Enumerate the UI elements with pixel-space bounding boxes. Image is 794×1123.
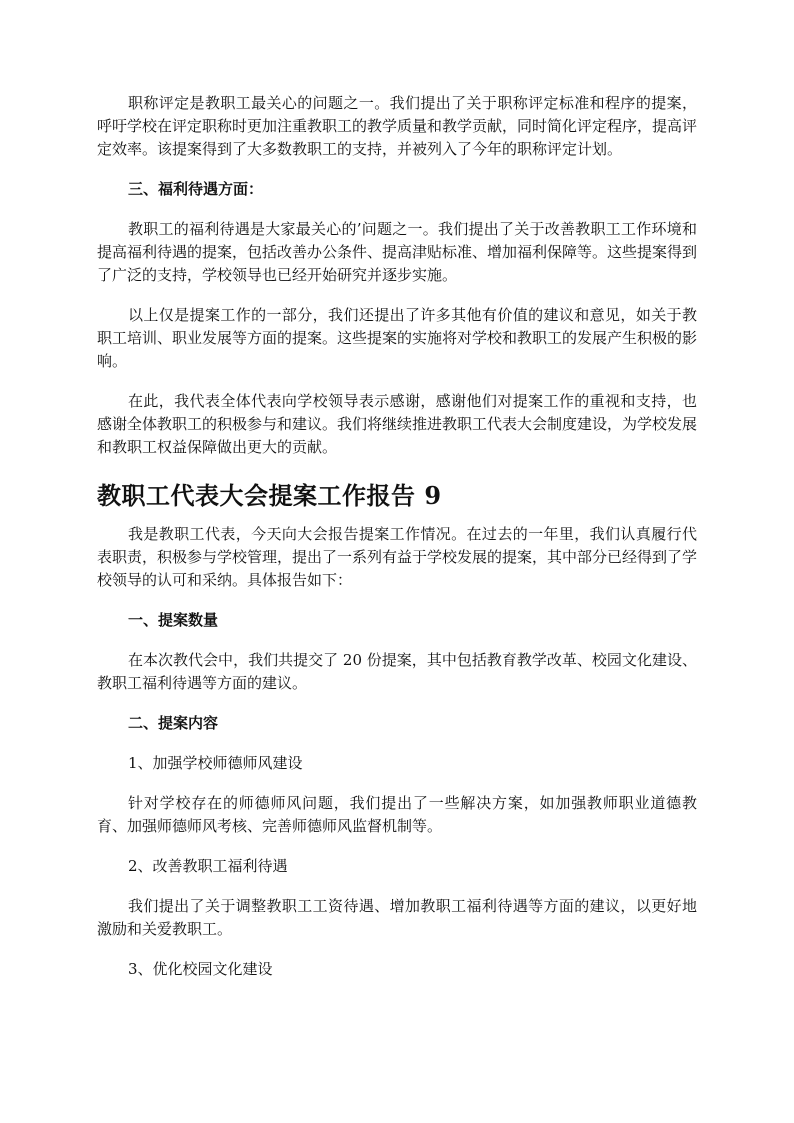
report-title: 教职工代表大会提案工作报告 9 xyxy=(97,481,442,510)
subheading-ethics: 1、加强学校师德师风建设 xyxy=(128,754,303,772)
section-heading-content: 二、提案内容 xyxy=(128,714,219,732)
document-page xyxy=(97,92,697,981)
subheading-benefits: 2、改善教职工福利待遇 xyxy=(128,857,288,875)
paragraph-intro: 我是教职工代表，今天向大会报告提案工作情况。在过去的一年里，我们认真履行代表职责，积极参与学校管理，提出了一系列有益于学校发展的提案，其中部分已经得到了学校领导的认可和采纳。具体报告如下： xyxy=(97,525,698,589)
paragraph-count: 在本次教代会中，我们共提交了 20 份提案，其中包括教育教学改革、校园文化建设、教职工福利待遇等方面的建议。 xyxy=(97,651,697,692)
paragraph-other-proposals: 以上仅是提案工作的一部分，我们还提出了许多其他有价值的建议和意见，如关于教职工培训、职业发展等方面的提案。这些提案的实施将对学校和教职工的发展产生积极的影响。 xyxy=(97,306,698,370)
paragraph-ethics: 针对学校存在的师德师风问题，我们提出了一些解决方案，如加强教师职业道德教育、加强师德师风考核、完善师德师风监督机制等。 xyxy=(97,794,697,835)
paragraph-benefits: 我们提出了关于调整教职工工资待遇、增加教职工福利待遇等方面的建议，以更好地激励和关爱教职工。 xyxy=(97,897,697,938)
paragraph-welfare: 教职工的福利待遇是大家最关心的’问题之一。我们提出了关于改善教职工工作环境和提高福利待遇的提案，包括改善办公条件、提高津贴标准、增加福利保障等。这些提案得到了广泛的支持，学校领导也已经开始研究并逐步实施。 xyxy=(97,220,698,284)
report-title-wrapper xyxy=(97,479,697,513)
section-heading-welfare: 三、福利待遇方面： xyxy=(128,180,264,198)
subheading-campus-culture: 3、优化校园文化建设 xyxy=(128,960,273,978)
paragraph-title-evaluation: 职称评定是教职工最关心的问题之一。我们提出了关于职称评定标准和程序的提案，呼吁学校在评定职称时更加注重教职工的教学质量和教学贡献，同时简化评定程序，提高评定效率。该提案得到了大多数教职工的支持，并被列入了今年的职称评定计划。 xyxy=(97,94,698,158)
section-heading-count: 一、提案数量 xyxy=(128,611,219,629)
paragraph-thanks: 在此，我代表全体代表向学校领导表示感谢，感谢他们对提案工作的重视和支持，也感谢全体教职工的积极参与和建议。我们将继续推进教职工代表大会制度建设，为学校发展和教职工权益保障做出更大的贡献。 xyxy=(97,392,698,456)
